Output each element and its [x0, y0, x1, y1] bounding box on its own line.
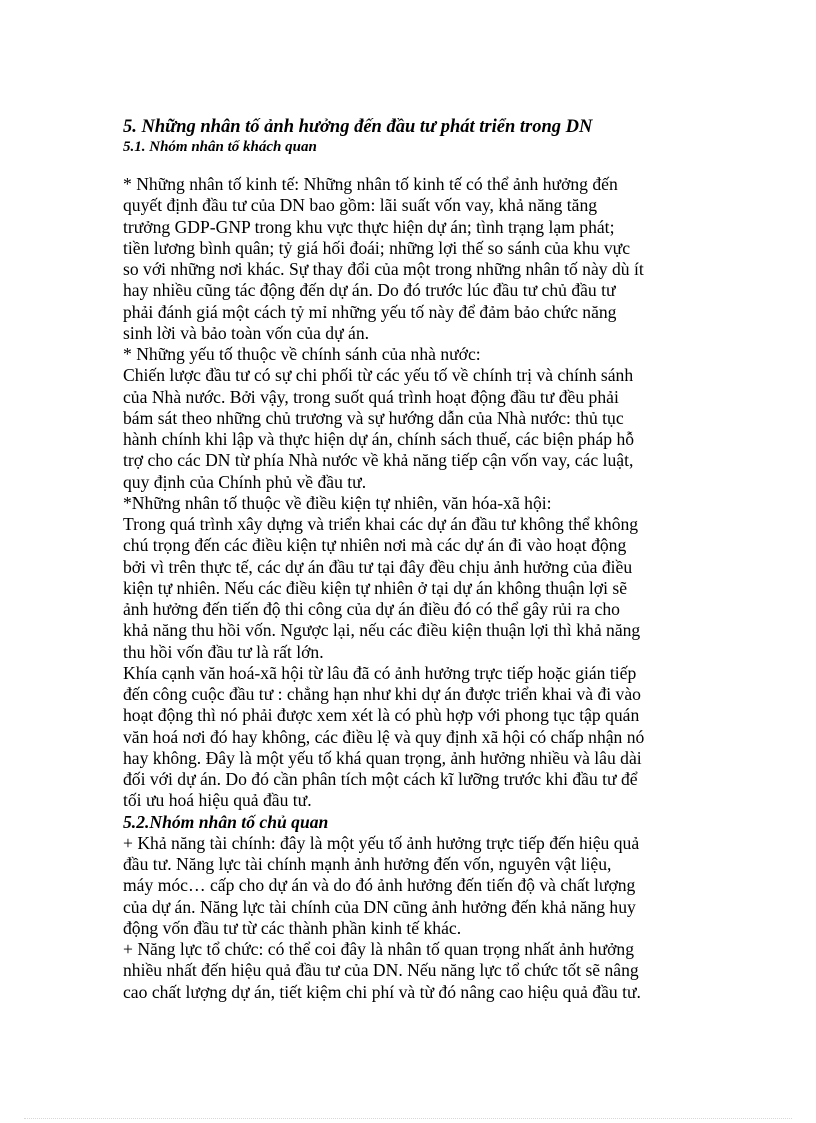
text-line: Trong quá trình xây dựng và triển khai các dự án đầu tư không thể không — [123, 514, 639, 534]
text-line: quy định của Chính phủ về đầu tư. — [123, 471, 367, 492]
text-line: chú trọng đến các điều kiện tự nhiên nơi mà các dự án đi vào hoạt động — [123, 535, 627, 556]
text-line: tối ưu hoá hiệu quả đầu tư. — [123, 790, 312, 811]
text-line: trợ cho các DN từ phía Nhà nước về khả năng tiếp cận vốn vay, các luật, — [123, 450, 634, 471]
text-line: hành chính khi lập và thực hiện dự án, chính sách thuế, các biện pháp hỗ — [123, 429, 635, 449]
text-line: đầu tư. Năng lực tài chính mạnh ảnh hưởng đến vốn, nguyên vật liệu, — [123, 854, 612, 874]
paragraph-block-objective — [123, 174, 703, 812]
text-line: quyết định đầu tư của DN bao gồm: lãi suất vốn vay, khả năng tăng — [123, 195, 598, 216]
text-line: hay không. Đây là một yếu tố khá quan trọng, ảnh hưởng nhiều và lâu dài — [123, 747, 642, 768]
text-line: sinh lời và bảo toàn vốn của dự án. — [123, 322, 370, 343]
text-line: động vốn đầu tư từ các thành phần kinh tế khác. — [123, 917, 462, 938]
text-line: kiện tự nhiên. Nếu các điều kiện tự nhiên ở tại dự án không thuận lợi sẽ — [123, 577, 628, 598]
document-body — [123, 116, 703, 1003]
text-line: tiền lương bình quân; tỷ giá hối đoái; những lợi thế so sánh của khu vực — [123, 237, 631, 258]
page-bottom-divider — [24, 1118, 792, 1119]
text-line: phải đánh giá một cách tỷ mỉ những yếu tố này để đảm bảo chức năng — [123, 301, 617, 322]
text-line: của dự án. Năng lực tài chính của DN cũng ảnh hưởng đến khả năng huy — [123, 896, 636, 917]
text-line: của Nhà nước. Bởi vậy, trong suốt quá trình hoạt động đầu tư đều phải — [123, 386, 619, 407]
text-line: bởi vì trên thực tế, các dự án đầu tư tại đây đều chịu ảnh hưởng của điều — [123, 556, 633, 577]
text-line: * Những nhân tố kinh tế: Những nhân tố kinh tế có thể ảnh hưởng đến — [123, 174, 618, 194]
text-line: * Những yếu tố thuộc về chính sánh của nhà nước: — [123, 344, 481, 364]
text-line: Chiến lược đầu tư có sự chi phối từ các yếu tố về chính trị và chính sánh — [123, 365, 634, 386]
text-line: máy móc… cấp cho dự án và do đó ảnh hưởng đến tiến độ và chất lượng — [123, 875, 636, 896]
subsection-heading-objective: 5.1. Nhóm nhân tố khách quan — [123, 139, 317, 155]
text-line: ảnh hưởng đến tiến độ thi công của dự án điều đó có thể gây rủi ra cho — [123, 599, 620, 619]
text-line: cao chất lượng dự án, tiết kiệm chi phí và từ đó nâng cao hiệu quả đầu tư. — [123, 981, 641, 1002]
paragraph-block-subjective — [123, 833, 703, 1003]
text-line: bám sát theo những chủ trương và sự hướng dẫn của Nhà nước: thủ tục — [123, 407, 624, 428]
text-line: hay nhiều cũng tác động đến dự án. Do đó trước lúc đầu tư chủ đầu tư — [123, 280, 616, 301]
text-line: khả năng thu hồi vốn. Ngược lại, nếu các điều kiện thuận lợi thì khả năng — [123, 620, 641, 641]
text-line: + Năng lực tổ chức: có thể coi đây là nhân tố quan trọng nhất ảnh hưởng — [123, 939, 635, 959]
text-line: *Những nhân tố thuộc về điều kiện tự nhiên, văn hóa-xã hội: — [123, 492, 552, 513]
text-line: nhiều nhất đến hiệu quả đầu tư của DN. Nếu năng lực tổ chức tốt sẽ nâng — [123, 960, 639, 981]
text-line: thu hồi vốn đầu tư là rất lớn. — [123, 641, 324, 662]
text-line: so với những nơi khác. Sự thay đổi của một trong những nhân tố này dù ít — [123, 259, 644, 279]
text-line: trưởng GDP-GNP trong khu vực thực hiện dự án; tình trạng lạm phát; — [123, 216, 615, 237]
text-line: Khía cạnh văn hoá-xã hội từ lâu đã có ảnh hưởng trực tiếp hoặc gián tiếp — [123, 662, 637, 683]
text-line: văn hoá nơi đó hay không, các điều lệ và quy định xã hội có chấp nhận nó — [123, 726, 645, 747]
text-line: đối với dự án. Do đó cần phân tích một cách kĩ lưỡng trước khi đầu tư để — [123, 769, 638, 789]
text-line: hoạt động thì nó phải được xem xét là có phù hợp với phong tục tập quán — [123, 705, 640, 726]
subsection-heading-subjective: 5.2.Nhóm nhân tố chủ quan — [123, 811, 329, 832]
text-line: đến công cuộc đầu tư : chẳng hạn như khi dự án được triển khai và đi vào — [123, 684, 641, 704]
section-heading: 5. Những nhân tố ảnh hưởng đến đầu tư phát triển trong DN — [123, 117, 593, 137]
text-line: + Khả năng tài chính: đây là một yếu tố ảnh hưởng trực tiếp đến hiệu quả — [123, 832, 640, 853]
